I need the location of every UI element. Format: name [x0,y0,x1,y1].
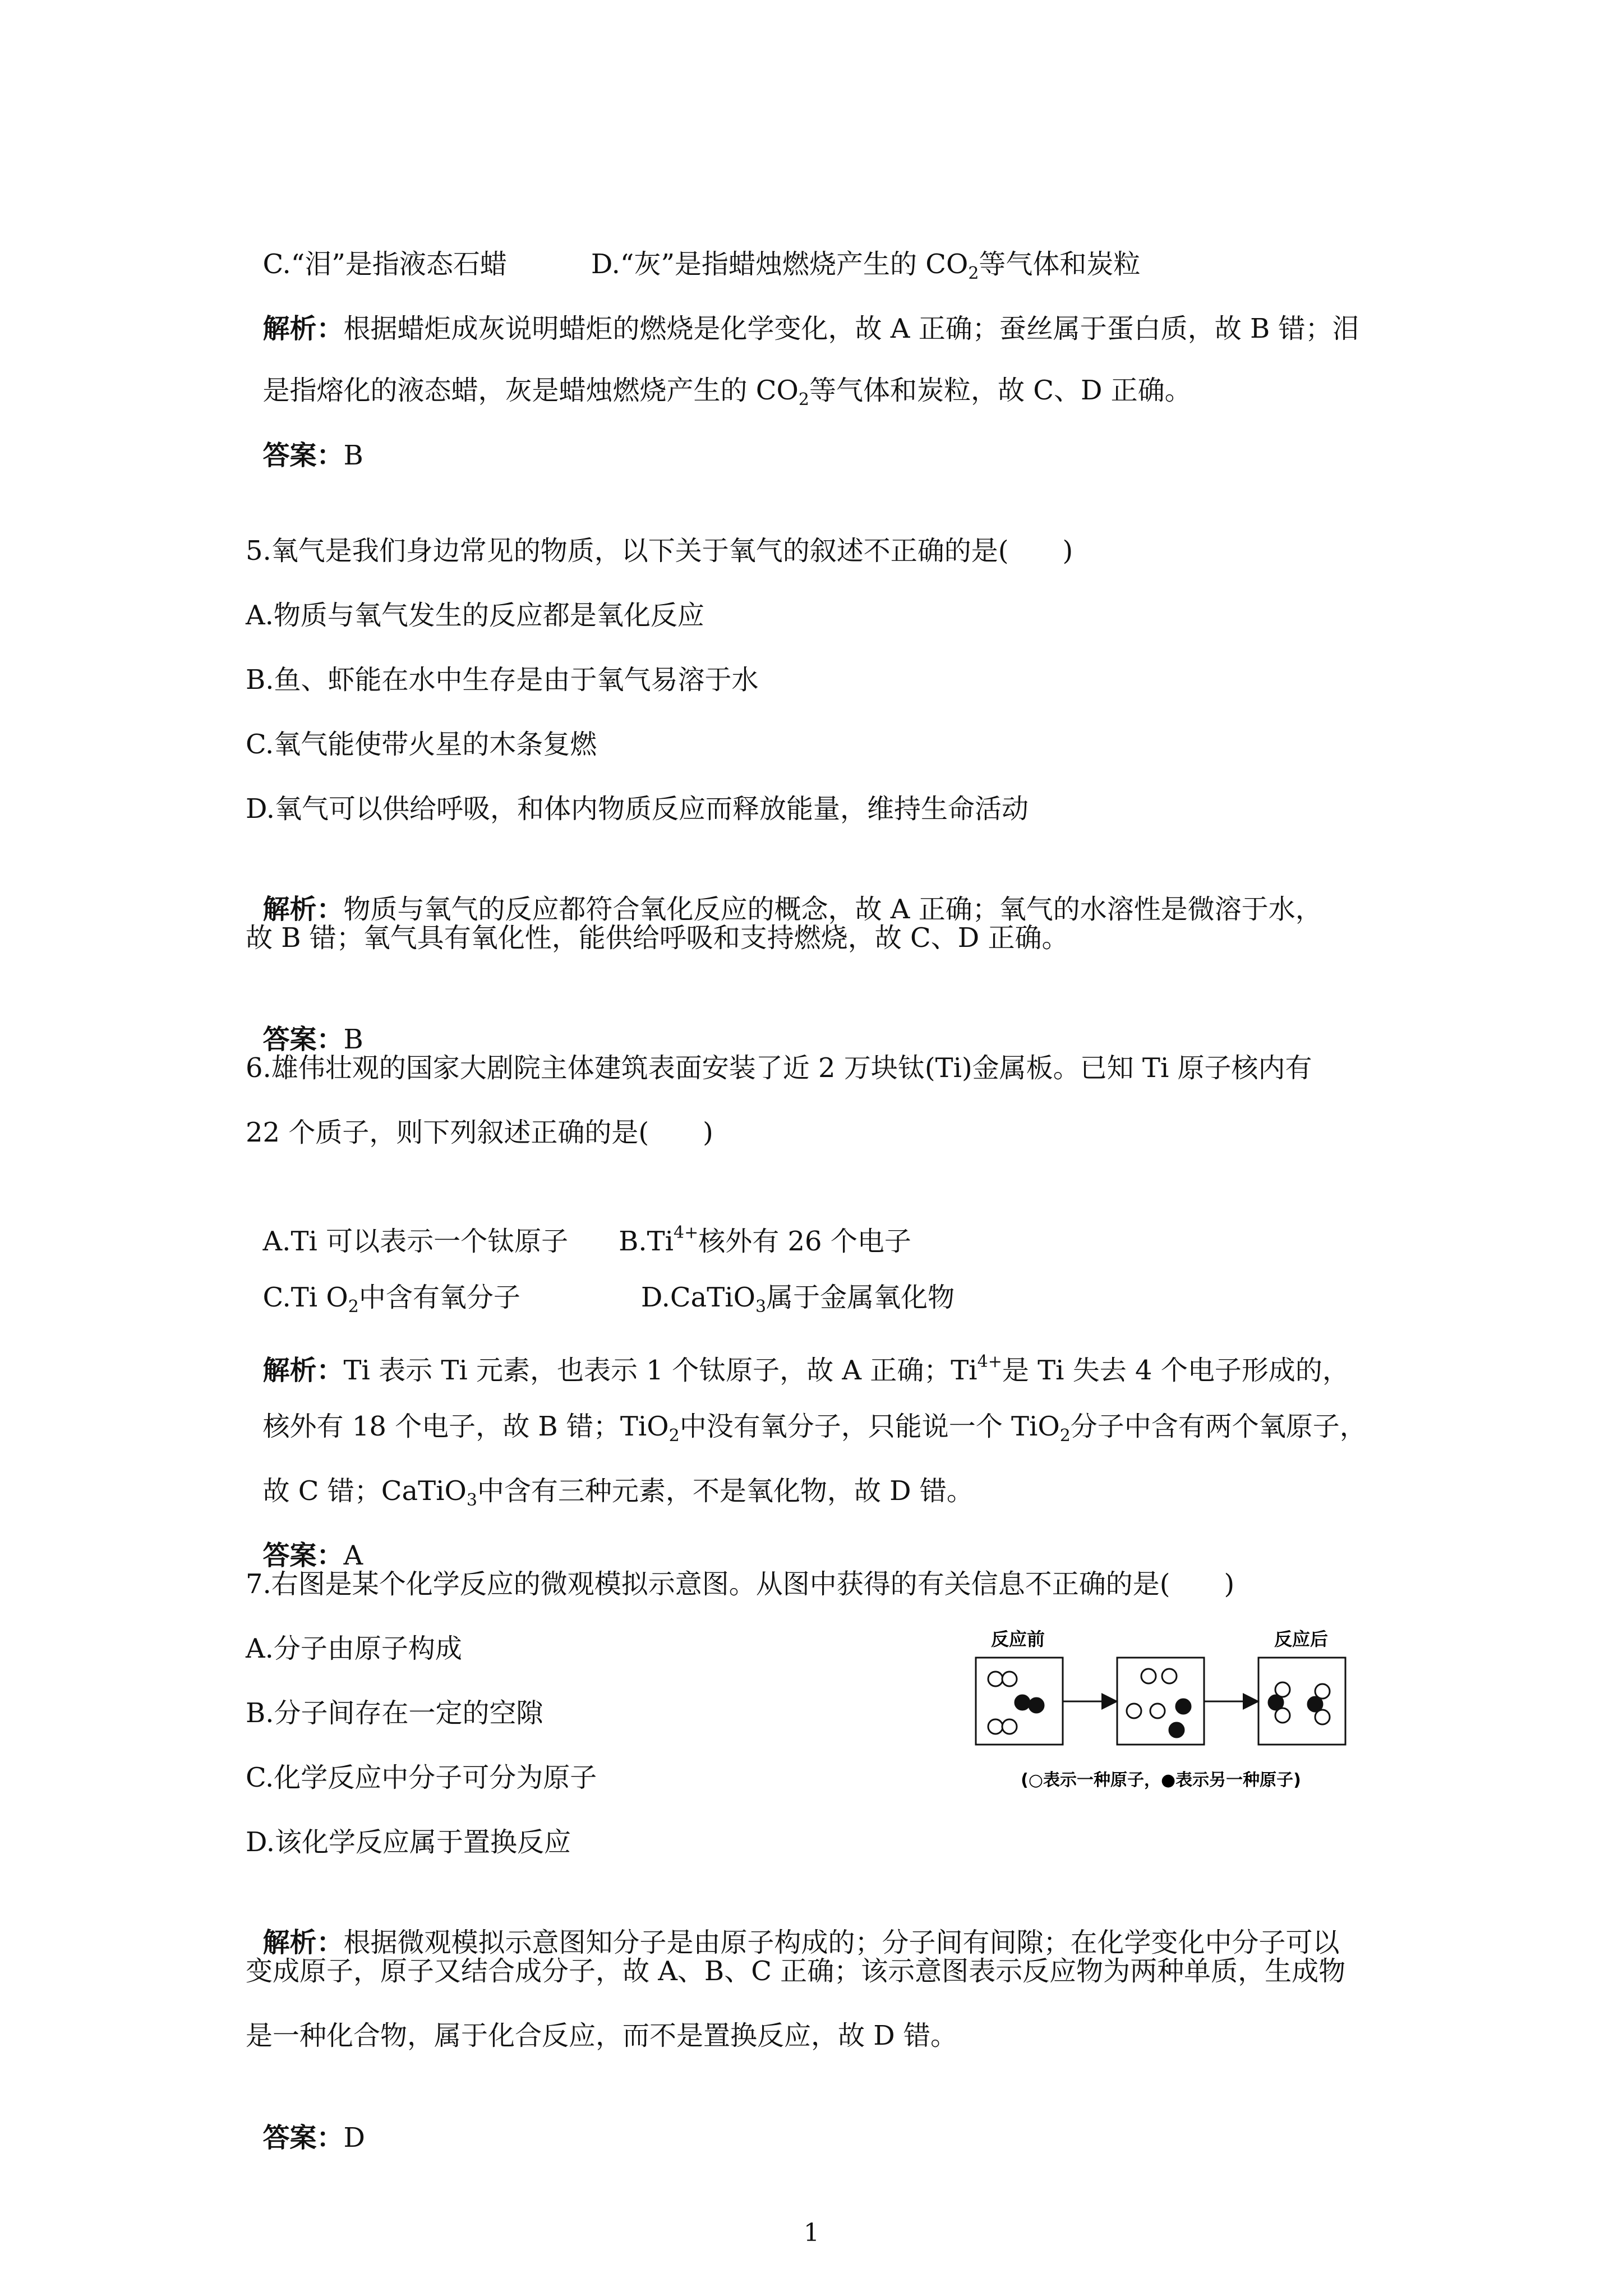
q7-analysis-line-3: 是一种化合物，属于化合反应，而不是置换反应，故 D 错。 [246,2020,958,2051]
q6-analysis-line-2: 核外有 18 个电子，故 B 错；TiO$_2$中没有氧分子，只能说一个 TiO$_2$分子中含有两个氧原子， [262,1411,1367,1446]
q4-analysis-label: 解析： [262,313,344,344]
q5-analysis-label: 解析： [262,894,344,925]
q4-analysis-line-1: 解析：根据蜡炬成灰说明蜡炬的燃烧是化学变化，故 A 正确；蚕丝属于蛋白质，故 B 错；泪 [262,313,1359,344]
black-atom [1169,1723,1184,1737]
q4-analysis-line-2: 是指熔化的液态蜡，灰是蜡烛燃烧产生的 $CO_2$等气体和炭粒，故 C、D 正确。 [262,375,1192,409]
q5-option-d: D.氧气可以供给呼吸，和体内物质反应而释放能量，维持生命活动 [246,793,1029,825]
q6-answer-label: 答案： [262,1540,344,1571]
q7-answer: 答案：D [262,2122,366,2154]
q6-option-a: A.Ti 可以表示一个钛原子 [262,1226,569,1257]
white-atom [1162,1669,1177,1683]
q6-option-d: D.CaTiO$_3$属于金属氧化物 [640,1282,955,1317]
q7-option-c: C.化学反应中分子可分为原子 [246,1762,597,1793]
q7-analysis-line-2: 变成原子，原子又结合成分子，故 A、B、C 正确；该示意图表示反应物为两种单质，生成物 [246,1955,1346,1987]
white-atom [1002,1672,1017,1686]
page-number: 1 [804,2219,819,2247]
black-atom [1029,1698,1044,1713]
white-atom [1002,1719,1017,1734]
q4-option-c: C.“泪”是指液态石蜡 [262,249,507,280]
white-atom [1275,1708,1290,1723]
q6-analysis-line-1: 解析：Ti 表示 Ti 元素，也表示 1 个钛原子，故 A 正确；$Ti^{4+}$是 Ti 失去 4 个电子形成的， [262,1352,1349,1386]
q6-answer: 答案：A [262,1540,363,1571]
white-atom [988,1672,1003,1686]
reaction-diagram [970,1618,1396,1820]
q7-answer-label: 答案： [262,2122,344,2154]
q6-option-b: $B.Ti^{4+}$核外有 26 个电子 [619,1223,911,1257]
white-atom [988,1719,1003,1734]
q4-option-d: D.“灰”是指蜡烛燃烧产生的 $CO_2$等气体和炭粒 [591,249,1141,283]
q7-analysis-label: 解析： [262,1927,344,1958]
q7-option-a: A.分子由原子构成 [246,1633,462,1664]
q5-option-b: B.鱼、虾能在水中生存是由于氧气易溶于水 [246,664,759,696]
label-after: 反应后 [1274,1628,1329,1650]
black-atom [1015,1695,1030,1710]
q7-option-d: D.该化学反应属于置换反应 [246,1826,571,1858]
q5-option-c: C.氧气能使带火星的木条复燃 [246,729,597,760]
q6-analysis-label: 解析： [262,1355,344,1386]
q6-stem-line-1: 6.雄伟壮观的国家大剧院主体建筑表面安装了近 2 万块钛(Ti)金属板。已知 Ti 原子核内有 [246,1052,1312,1084]
q6-analysis-line-3: 故 C 错；CaTiO$_3$中含有三种元素，不是氧化物，故 D 错。 [262,1475,974,1510]
q5-stem: 5.氧气是我们身边常见的物质，以下关于氧气的叙述不正确的是( ) [246,535,1073,567]
q5-answer-label: 答案： [262,1024,344,1055]
q5-analysis-line-1: 解析：物质与氧气的反应都符合氧化反应的概念，故 A 正确；氧气的水溶性是微溶于水， [262,894,1322,925]
white-atom [1315,1710,1330,1724]
white-atom [1127,1704,1141,1718]
q4-answer: 答案：B [262,440,363,471]
figure-legend: (○表示一种原子，●表示另一种原子) [1021,1770,1301,1790]
black-atom [1176,1699,1191,1714]
q7-stem: 7.右图是某个化学反应的微观模拟示意图。从图中获得的有关信息不正确的是( ) [246,1568,1235,1600]
white-atom [1141,1669,1156,1683]
q4-answer-label: 答案： [262,440,344,471]
q6-option-c: C.Ti $O_2$中含有氧分子 [262,1282,520,1317]
q7-analysis-line-1: 解析：根据微观模拟示意图知分子是由原子构成的；分子间有间隙；在化学变化中分子可以 [262,1927,1340,1958]
box-middle [1117,1658,1204,1745]
q5-analysis-line-2: 故 B 错；氧气具有氧化性，能供给呼吸和支持燃烧，故 C、D 正确。 [246,922,1069,954]
q7-option-b: B.分子间存在一定的空隙 [246,1697,543,1729]
label-before: 反应前 [990,1628,1045,1650]
q6-stem-line-2: 22 个质子，则下列叙述正确的是( ) [246,1117,713,1148]
q5-answer: 答案：B [262,1024,363,1055]
white-atom [1150,1704,1165,1718]
q5-option-a: A.物质与氧气发生的反应都是氧化反应 [246,600,704,631]
